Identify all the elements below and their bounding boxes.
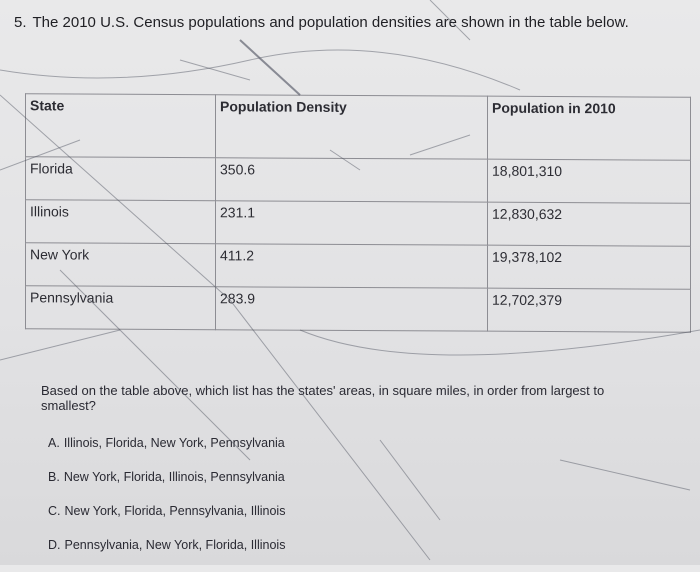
- option-text: Illinois, Florida, New York, Pennsylvania: [63, 436, 285, 450]
- table-row: [26, 200, 691, 246]
- question-title: [14, 14, 629, 31]
- option-letter: A.: [48, 436, 60, 450]
- table-row: [26, 243, 691, 289]
- option-text: Pennsylvania, New York, Florida, Illinois: [64, 538, 286, 552]
- cell-density: 231.1: [216, 201, 488, 245]
- option-text: New York, Florida, Pennsylvania, Illinois: [64, 504, 286, 518]
- census-table: [25, 93, 691, 332]
- header-population-density: Population Density: [216, 95, 488, 159]
- cell-state: Florida: [26, 157, 216, 201]
- header-state: State: [26, 94, 216, 158]
- answer-options: [48, 436, 285, 572]
- option-a[interactable]: [48, 436, 285, 470]
- cell-density: 350.6: [216, 158, 488, 202]
- option-c[interactable]: [48, 504, 285, 538]
- cell-state: Pennsylvania: [26, 286, 216, 330]
- option-letter: C.: [48, 504, 61, 518]
- cell-population: 18,801,310: [488, 159, 691, 203]
- cell-density: 283.9: [216, 287, 488, 331]
- question-number: 5.: [14, 14, 27, 31]
- option-letter: D.: [48, 538, 61, 552]
- cell-population: 12,830,632: [488, 202, 691, 246]
- option-text: New York, Florida, Illinois, Pennsylvania: [63, 470, 285, 484]
- cell-population: 19,378,102: [488, 245, 691, 289]
- option-letter: B.: [48, 470, 60, 484]
- cell-state: New York: [26, 243, 216, 287]
- table-header-row: [26, 94, 691, 160]
- option-d[interactable]: [48, 538, 285, 572]
- cell-population: 12,702,379: [488, 288, 691, 332]
- question-text: The 2010 U.S. Census populations and population densities are shown in the table below.: [32, 14, 629, 31]
- question-prompt: Based on the table above, which list has the states' areas, in square miles, in order from largest to smallest?: [41, 383, 605, 413]
- header-population-2010: Population in 2010: [488, 96, 691, 160]
- cell-state: Illinois: [26, 200, 216, 244]
- cell-density: 411.2: [216, 244, 488, 288]
- table-row: [26, 157, 691, 203]
- option-b[interactable]: [48, 470, 285, 504]
- table-row: [26, 286, 691, 332]
